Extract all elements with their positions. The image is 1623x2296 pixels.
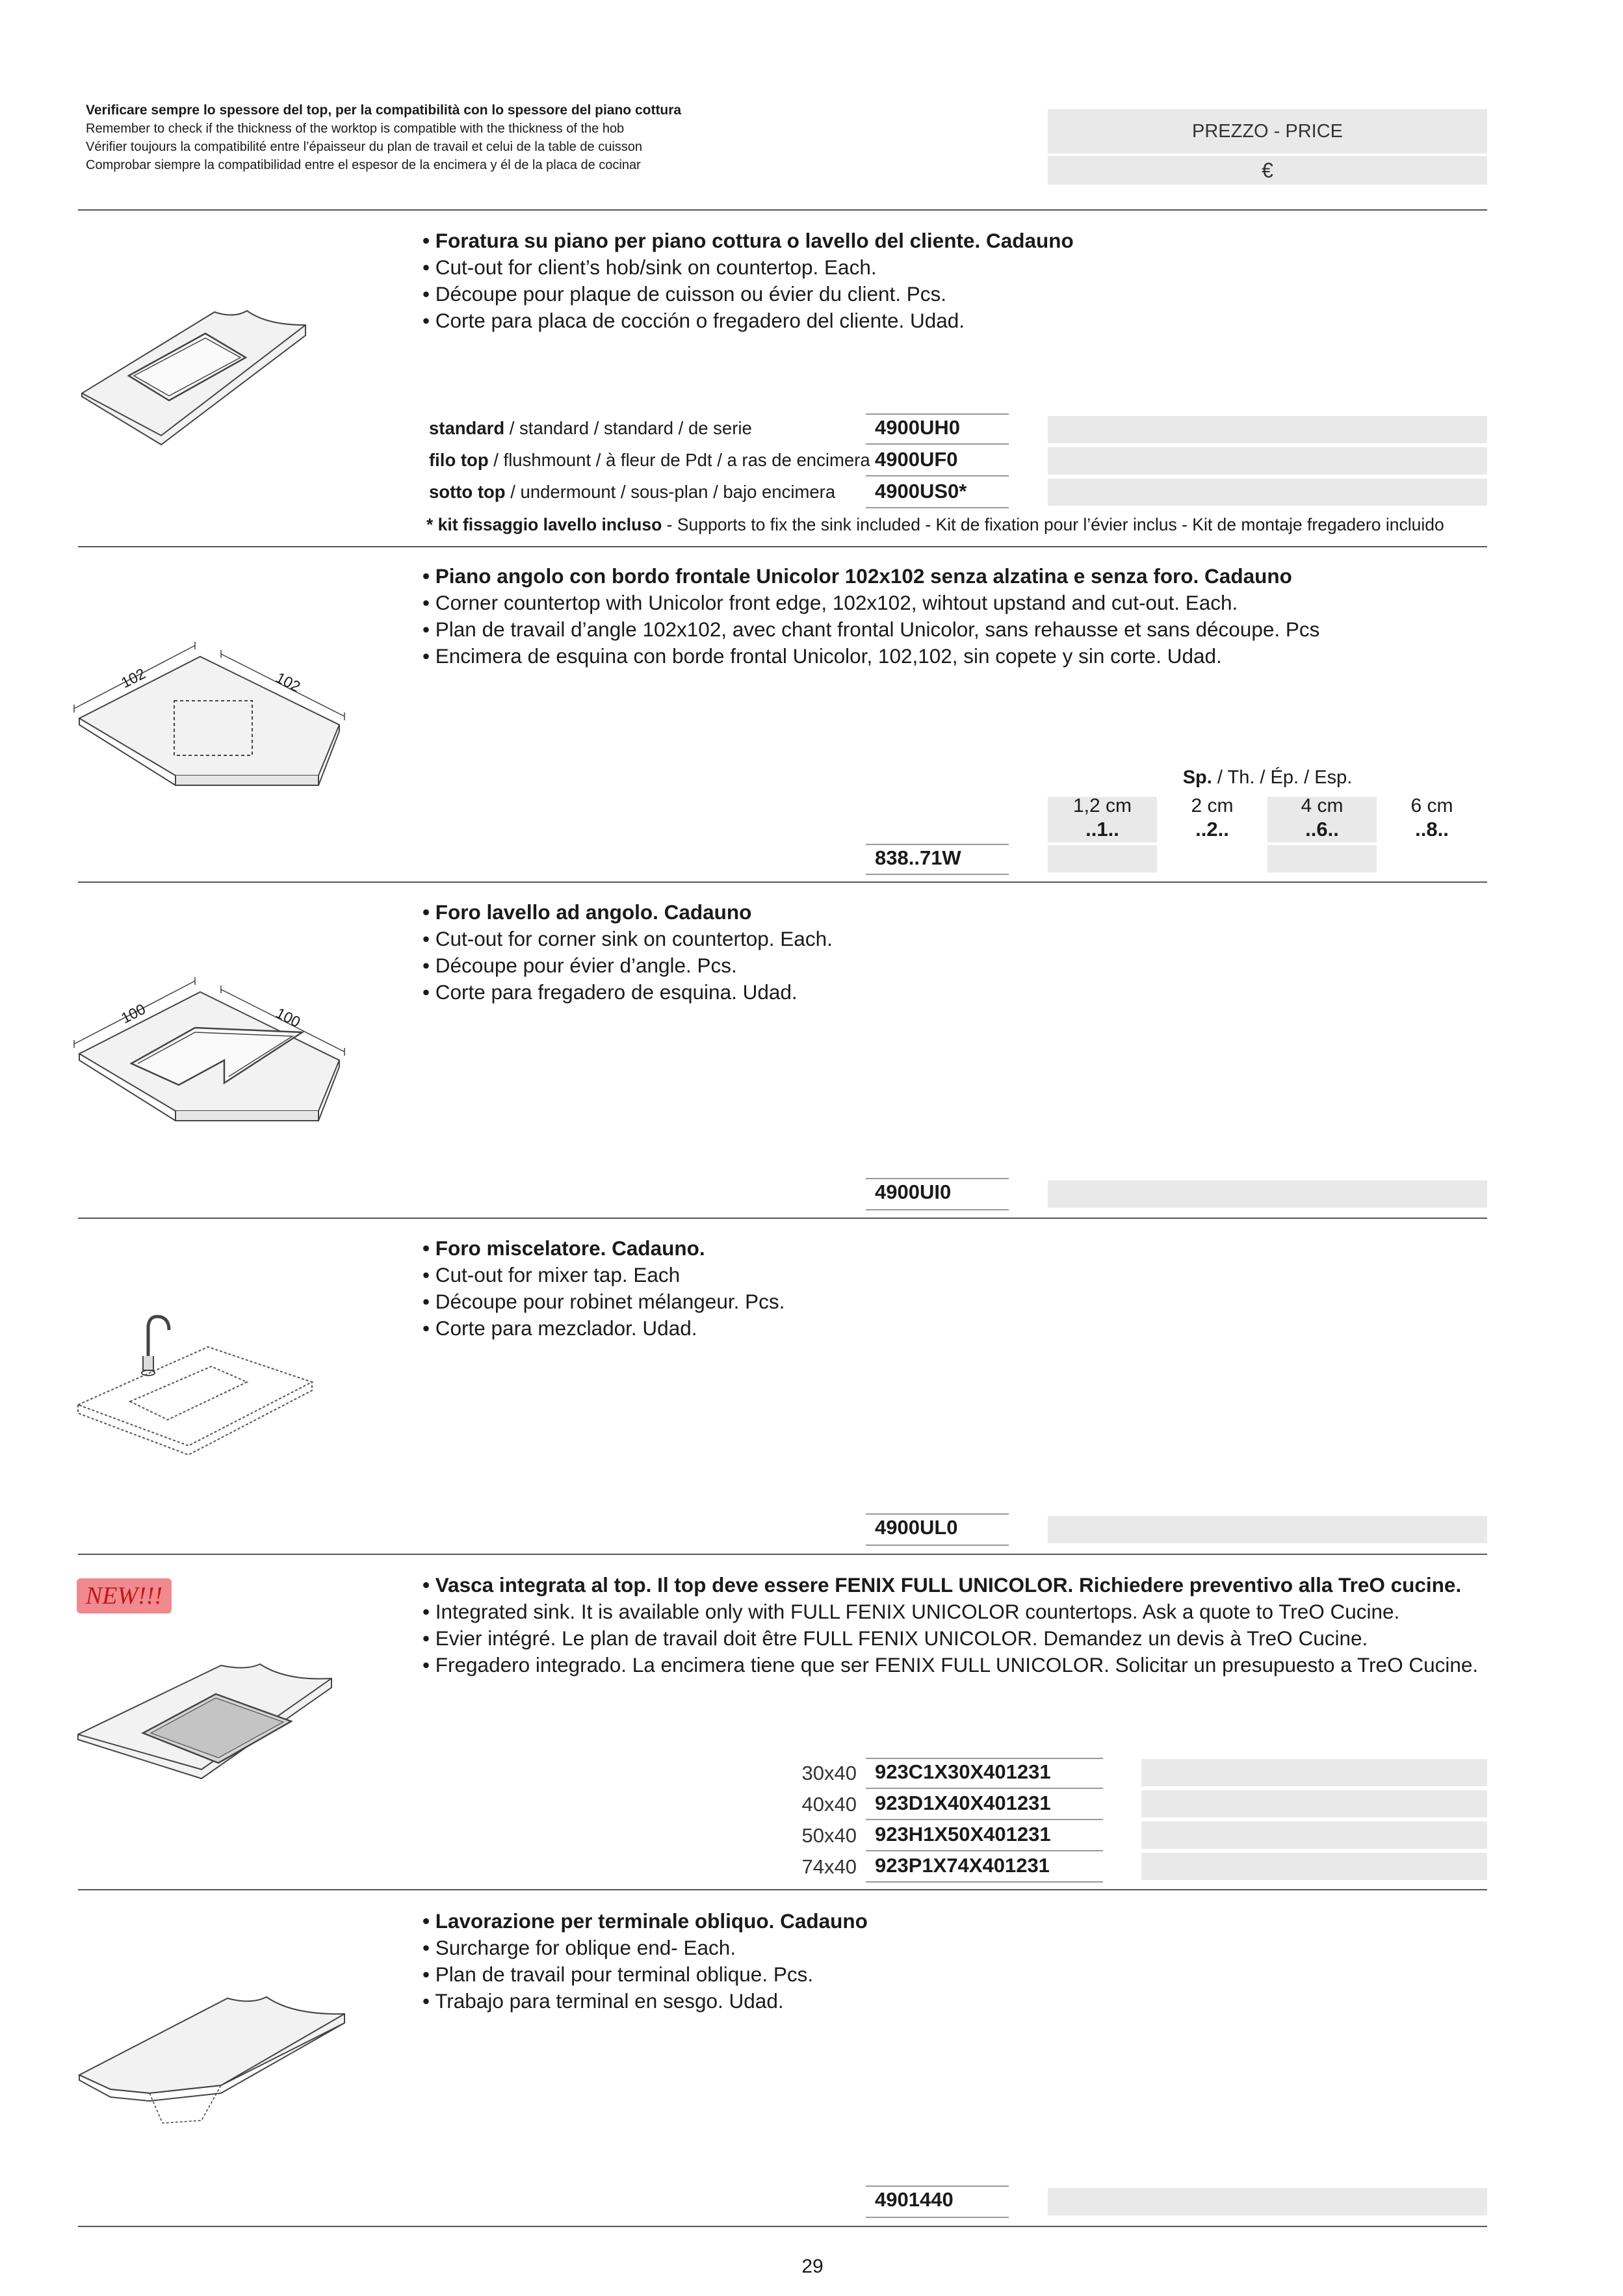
sink-code-50x40: 923H1X50X401231 <box>875 1823 1051 1846</box>
corner-sink-cutout-illustration <box>71 979 357 1128</box>
option-filo-top: filo top / flushmount / à fleur de Pdt / a ras de encimera <box>429 450 870 470</box>
compatibility-warning <box>86 101 853 174</box>
price-cell-standard <box>1048 416 1487 443</box>
code-underline <box>866 1881 1103 1883</box>
item-5-line-en: • Integrated sink. It is available only with FULL FENIX UNICOLOR countertops. Ask a quote to TreO Cucine. <box>422 1600 1400 1623</box>
code-filo-top: 4900UF0 <box>875 448 958 471</box>
item-4-description <box>422 1235 1495 1342</box>
item-3-code: 4900UI0 <box>875 1181 952 1203</box>
thickness-option-2cm: 2 cm ..2.. <box>1191 795 1234 841</box>
item-5-title-it: • Vasca integrata al top. Il top deve essere FENIX FULL UNICOLOR. Richiedere preventivo alla TreO cucine. <box>422 1573 1462 1597</box>
warning-line-en: Remember to check if the thickness of the worktop is compatible with the thickness of the hob <box>86 122 625 136</box>
sink-size-50x40: 50x40 <box>801 1824 857 1847</box>
oblique-end-illustration <box>71 1993 357 2130</box>
item-4-line-en: • Cut-out for mixer tap. Each <box>422 1263 681 1286</box>
item-1-line-fr: • Découpe pour plaque de cuisson ou évier du client. Pcs. <box>422 282 947 306</box>
code-underline <box>866 1545 1009 1546</box>
code-underline <box>866 844 1009 845</box>
item-3-line-en: • Cut-out for corner sink on countertop. Each. <box>422 927 833 950</box>
item-3-description <box>422 899 1495 1006</box>
price-cell <box>1141 1790 1487 1818</box>
sink-size-74x40: 74x40 <box>801 1855 857 1878</box>
item-2-line-fr: • Plan de travail d’angle 102x102, avec chant frontal Unicolor, sans rehausse et sans découpe. Pcs <box>422 618 1320 641</box>
section-divider <box>78 1554 1487 1555</box>
item-5-description <box>422 1572 1495 1678</box>
code-standard: 4900UH0 <box>875 416 960 439</box>
header-divider <box>78 209 1487 211</box>
item-6-code: 4901440 <box>875 2188 954 2211</box>
sink-code-30x40: 923C1X30X401231 <box>875 1760 1051 1783</box>
dimension-label: 100 <box>273 1004 304 1031</box>
new-badge: NEW!!! <box>77 1578 172 1613</box>
thickness-option-1-2cm: 1,2 cm ..1.. <box>1072 795 1132 841</box>
price-cell <box>1141 1853 1487 1880</box>
code-underline <box>866 1513 1009 1515</box>
section-divider <box>78 2226 1487 2227</box>
item-4-title-it: • Foro miscelatore. Cadauno. <box>422 1236 705 1260</box>
thickness-header: Sp. / Th. / Ép. / Esp. <box>1182 767 1353 788</box>
item-3-title-it: • Foro lavello ad angolo. Cadauno <box>422 900 752 924</box>
page-number: 29 <box>801 2256 824 2277</box>
item-2-title-it: • Piano angolo con bordo frontale Unicolor 102x102 senza alzatina e senza foro. Cadauno <box>422 564 1292 588</box>
code-underline <box>866 2217 1009 2218</box>
price-cell <box>1267 845 1377 872</box>
section-divider <box>78 881 1487 883</box>
item-6-description <box>422 1908 1495 2015</box>
thickness-option-6cm: 6 cm ..8.. <box>1410 795 1453 841</box>
item-3-line-fr: • Découpe pour évier d’angle. Pcs. <box>422 954 737 977</box>
item-2-description <box>422 563 1495 670</box>
item-2-line-es: • Encimera de esquina con borde frontal Unicolor, 102,102, sin copete y sin corte. Udad. <box>422 644 1222 668</box>
dimension-label: 100 <box>118 1000 148 1027</box>
item-4-code: 4900UL0 <box>875 1516 958 1539</box>
thickness-option-4cm: 4 cm ..6.. <box>1301 795 1344 841</box>
mixer-tap-cutout-illustration <box>71 1311 318 1460</box>
code-underline <box>866 1178 1009 1179</box>
price-cell-filo-top <box>1048 447 1487 475</box>
warning-line-it: Verificare sempre lo spessore del top, per la compatibilità con lo spessore del piano cottura <box>86 103 682 118</box>
code-underline <box>866 874 1009 875</box>
code-underline <box>866 1819 1103 1820</box>
price-cell <box>1048 1181 1487 1208</box>
section-divider <box>78 1218 1487 1219</box>
code-underline <box>866 443 1009 445</box>
sink-code-74x40: 923P1X74X401231 <box>875 1854 1050 1877</box>
sink-size-30x40: 30x40 <box>801 1762 857 1784</box>
item-4-line-fr: • Découpe pour robinet mélangeur. Pcs. <box>422 1290 785 1313</box>
item-3-line-es: • Corte para fregadero de esquina. Udad. <box>422 980 798 1004</box>
option-sotto-top: sotto top / undermount / sous-plan / bajo encimera <box>429 482 836 502</box>
item-1-line-es: • Corte para placa de cocción o fregadero del cliente. Udad. <box>422 309 965 332</box>
item-5-line-es: • Fregadero integrado. La encimera tiene que ser FENIX FULL UNICOLOR. Solicitar un presupuesto a TreO Cucine. <box>422 1653 1479 1676</box>
section-divider <box>78 1889 1487 1890</box>
item-2-line-en: • Corner countertop with Unicolor front edge, 102x102, wihtout upstand and cut-out. Each. <box>422 591 1238 614</box>
dimension-label: 102 <box>273 668 304 696</box>
item-1-title-it: • Foratura su piano per piano cottura o lavello del cliente. Cadauno <box>422 229 1074 252</box>
price-cell <box>1048 845 1157 872</box>
code-sotto-top: 4900US0* <box>875 480 967 502</box>
section-divider <box>78 546 1487 547</box>
item-6-line-es: • Trabajo para terminal en sesgo. Udad. <box>422 1989 784 2013</box>
warning-line-es: Comprobar siempre la compatibilidad entre el espesor de la encimera y él de la placa de cocinar <box>86 158 641 172</box>
price-column-header: PREZZO - PRICE <box>1048 109 1487 153</box>
dimension-label: 102 <box>118 664 148 692</box>
sink-code-40x40: 923D1X40X401231 <box>875 1792 1051 1814</box>
price-cell <box>1048 1516 1487 1543</box>
price-cell <box>1141 1821 1487 1849</box>
item-5-line-fr: • Evier intégré. Le plan de travail doit être FULL FENIX UNICOLOR. Demandez un devis à TreO Cucine. <box>422 1626 1368 1650</box>
code-underline <box>866 1788 1103 1789</box>
option-standard: standard / standard / standard / de serie <box>429 418 752 438</box>
code-underline <box>866 1209 1009 1210</box>
sink-size-40x40: 40x40 <box>801 1793 857 1816</box>
item-6-title-it: • Lavorazione per terminale obliquo. Cadauno <box>422 1909 868 1933</box>
code-underline <box>866 1758 1103 1759</box>
item-1-description <box>422 228 1495 334</box>
code-underline <box>866 1850 1103 1851</box>
price-cell <box>1048 2188 1487 2215</box>
price-cell <box>1141 1759 1487 1786</box>
currency-label: € <box>1048 156 1487 185</box>
code-underline <box>866 507 1009 508</box>
item-6-line-en: • Surcharge for oblique end- Each. <box>422 1936 736 1959</box>
item-2-code: 838..71W <box>875 846 961 869</box>
item-6-line-fr: • Plan de travail pour terminal oblique. Pcs. <box>422 1963 814 1986</box>
price-cell-sotto-top <box>1048 478 1487 506</box>
code-underline <box>866 413 1009 415</box>
item-1-line-en: • Cut-out for client’s hob/sink on countertop. Each. <box>422 255 877 279</box>
cutout-countertop-illustration <box>78 306 312 449</box>
warning-line-fr: Vérifier toujours la compatibilité entre l’épaisseur du plan de travail et celui de la table de cuisson <box>86 140 643 154</box>
item-4-line-es: • Corte para mezclador. Udad. <box>422 1316 697 1340</box>
corner-countertop-illustration <box>71 644 357 793</box>
code-underline <box>866 475 1009 476</box>
sink-kit-footnote: * kit fissaggio lavello incluso - Supports to fix the sink included - Kit de fixation pour l’évier inclus - Kit de montaje fregadero incluido <box>426 515 1444 534</box>
code-underline <box>866 2185 1009 2187</box>
integrated-sink-illustration <box>71 1662 357 1792</box>
